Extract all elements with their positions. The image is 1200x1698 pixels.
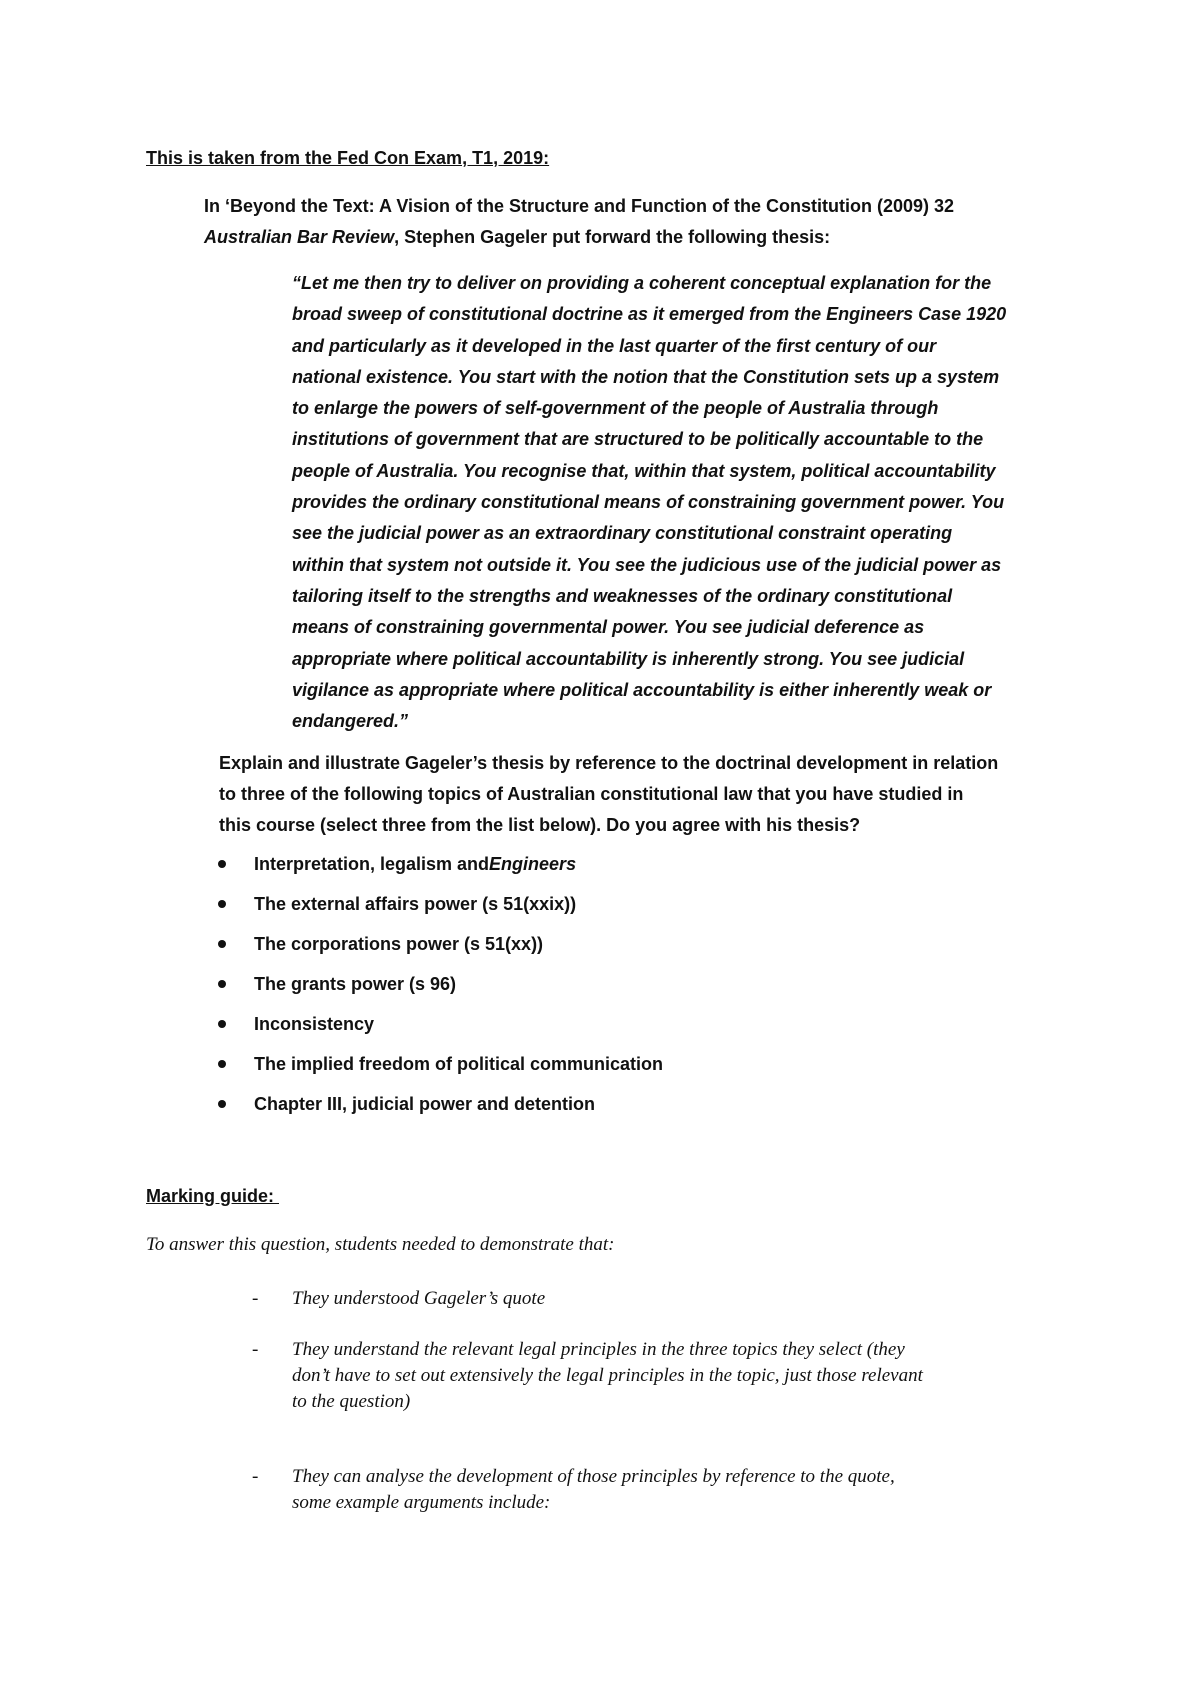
topic-item: [210, 852, 663, 892]
marking-guide-item-text: [292, 1286, 1092, 1312]
topic-text: Inconsistency: [254, 1014, 375, 1034]
question-task: [219, 748, 1099, 841]
question-intro-line-2: [204, 222, 1064, 253]
marking-guide-line: don’t have to set out extensively the legal principles in the topic, just those relevant: [292, 1365, 923, 1386]
task-line: to three of the following topics of Australian constitutional law that you have studied in: [219, 784, 964, 804]
bullet-icon: [218, 1100, 226, 1108]
question-intro-line-1: In ‘Beyond the Text: A Vision of the Structure and Function of the Constitution (2009) 32: [204, 196, 955, 216]
quote-line: national existence. You start with the notion that the Constitution sets up a system: [292, 366, 1000, 387]
question-intro-line-2-rest: , Stephen Gageler put forward the following thesis:: [394, 227, 831, 247]
quote-line: means of constraining governmental power. You see judicial deference as: [292, 617, 925, 638]
question-intro: [204, 191, 1064, 253]
bullet-icon: [218, 900, 226, 908]
topic-item: [210, 972, 663, 1012]
dash-marker: -: [252, 1339, 259, 1360]
topic-text: The external affairs power (s 51(xxix)): [254, 894, 577, 914]
dash-marker: -: [252, 1288, 259, 1309]
topic-item: [210, 1012, 663, 1052]
topics-list: [210, 852, 663, 1132]
topic-text: The grants power (s 96): [254, 974, 457, 994]
quote-line: people of Australia. You recognise that, within that system, political accountability: [292, 460, 996, 481]
journal-title: Australian Bar Review: [204, 227, 395, 247]
quote-line: institutions of government that are structured to be politically accountable to the: [292, 429, 984, 450]
topic-item: [210, 1052, 663, 1092]
marking-guide-item-text: [292, 1337, 1092, 1415]
topic-item: [210, 892, 663, 932]
topic-text: Interpretation, legalism and: [254, 854, 490, 874]
quote-line: broad sweep of constitutional doctrine as it emerged from the Engineers Case 1920: [292, 304, 1007, 325]
quote-line: “Let me then try to deliver on providing a coherent conceptual explanation for the: [292, 273, 992, 293]
quote-line: to enlarge the powers of self-government of the people of Australia through: [292, 398, 939, 419]
bullet-icon: [218, 1060, 226, 1068]
marking-guide-heading: Marking guide:: [146, 1186, 280, 1206]
quote-line: tailoring itself to the strengths and weaknesses of the ordinary constitutional: [292, 585, 953, 606]
topic-text: Chapter III, judicial power and detention: [254, 1094, 596, 1114]
task-line: this course (select three from the list below). Do you agree with his thesis?: [219, 815, 861, 835]
marking-guide-line: They understand the relevant legal principles in the three topics they select (they: [292, 1339, 905, 1360]
marking-guide-line: They can analyse the development of those principles by reference to the quote,: [292, 1466, 895, 1487]
topic-item: [210, 932, 663, 972]
topic-text: The corporations power (s 51(xx)): [254, 934, 544, 954]
quote-line: and particularly as it developed in the last quarter of the first century of our: [292, 335, 937, 356]
quote-line: appropriate where political accountability is inherently strong. You see judicial: [292, 648, 965, 669]
bullet-icon: [218, 980, 226, 988]
topic-item: [210, 1092, 663, 1132]
marking-guide-intro: To answer this question, students needed to demonstrate that:: [146, 1234, 615, 1255]
topic-text: The implied freedom of political communication: [254, 1054, 664, 1074]
marking-guide-line: some example arguments include:: [292, 1492, 551, 1513]
quote-line: endangered.”: [292, 711, 409, 732]
quote-line: provides the ordinary constitutional means of constraining government power. You: [292, 492, 1005, 513]
quote-line: see the judicial power as an extraordinary constitutional constraint operating: [292, 523, 953, 544]
dash-marker: -: [252, 1466, 259, 1487]
bullet-icon: [218, 940, 226, 948]
gageler-quote: [292, 268, 1092, 737]
bullet-icon: [218, 1020, 226, 1028]
quote-line: within that system not outside it. You see the judicious use of the judicial power as: [292, 554, 1002, 575]
marking-guide-item-text: [292, 1464, 1092, 1516]
topic-text-italic: Engineers: [489, 854, 577, 874]
task-line: Explain and illustrate Gageler’s thesis by reference to the doctrinal development in relation: [219, 753, 999, 773]
exam-source-heading: This is taken from the Fed Con Exam, T1, 2019:: [146, 148, 550, 168]
bullet-icon: [218, 860, 226, 868]
quote-line: vigilance as appropriate where political accountability is either inherently weak or: [292, 679, 992, 700]
marking-guide-line: to the question): [292, 1391, 411, 1412]
marking-guide-line: They understood Gageler’s quote: [292, 1288, 546, 1309]
